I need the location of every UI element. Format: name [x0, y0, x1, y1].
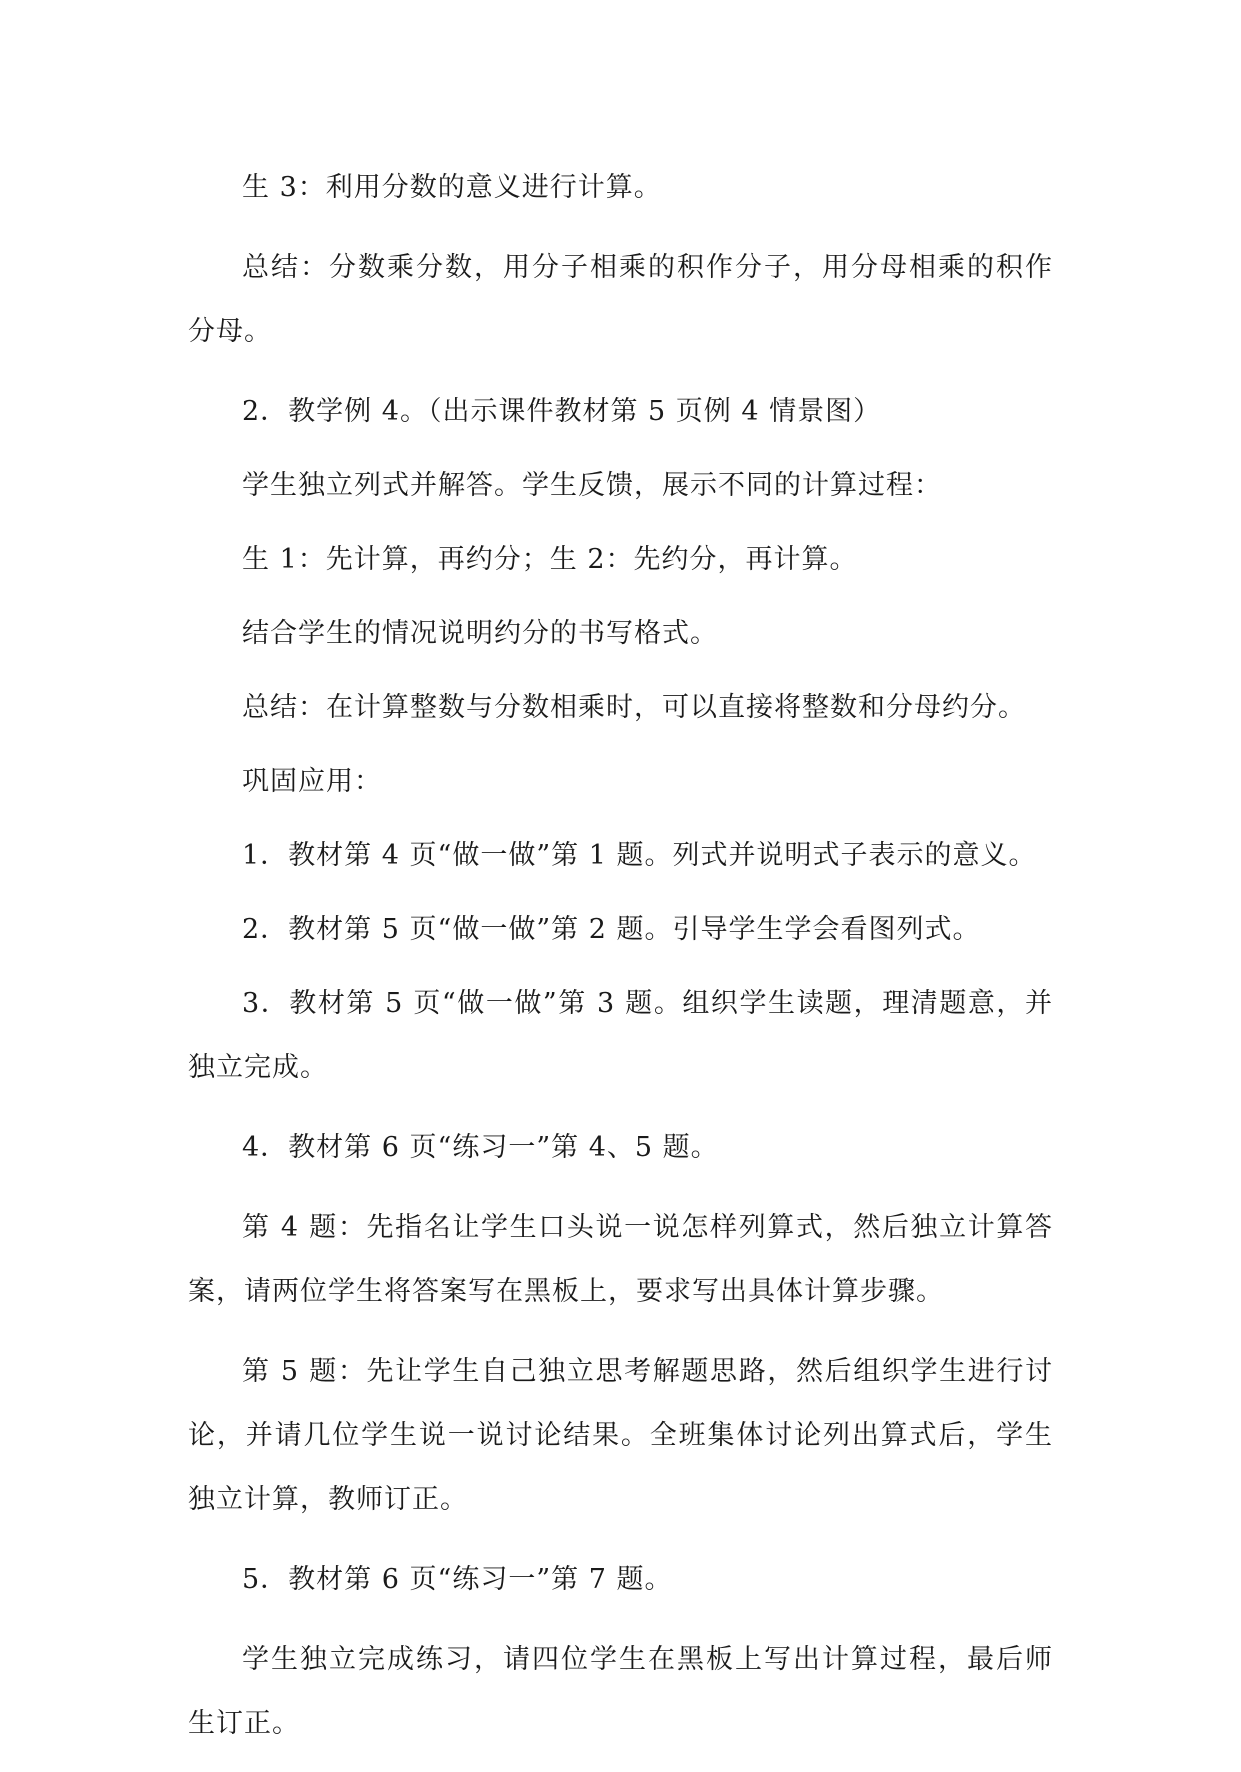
paragraph: 结合学生的情况说明约分的书写格式。 — [242, 618, 718, 649]
paragraph: 1．教材第 4 页“做一做”第 1 题。列式并说明式子表示的意义。 — [242, 840, 1037, 871]
document-body — [188, 156, 1053, 1772]
paragraph: 2．教材第 5 页“做一做”第 2 题。引导学生学会看图列式。 — [242, 914, 981, 945]
paragraph: 第 4 题：先指名让学生口头说一说怎样列算式，然后独立计算答案，请两位学生将答案写在黑板上，要求写出具体计算步骤。 — [188, 1212, 1053, 1307]
paragraph: 总结：分数乘分数，用分子相乘的积作分子，用分母相乘的积作分母。 — [188, 252, 1053, 347]
paragraph: 2．教学例 4。（出示课件教材第 5 页例 4 情景图） — [242, 396, 882, 427]
paragraph: 5．教材第 6 页“练习一”第 7 题。 — [242, 1564, 673, 1595]
paragraph: 3．教材第 5 页“做一做”第 3 题。组织学生读题，理清题意，并独立完成。 — [188, 988, 1053, 1083]
paragraph: 学生独立列式并解答。学生反馈，展示不同的计算过程： — [242, 470, 942, 501]
paragraph: 学生独立完成练习，请四位学生在黑板上写出计算过程，最后师生订正。 — [188, 1644, 1053, 1739]
paragraph: 4．教材第 6 页“练习一”第 4、5 题。 — [242, 1132, 719, 1163]
paragraph: 巩固应用： — [242, 766, 382, 797]
paragraph: 总结：在计算整数与分数相乘时，可以直接将整数和分母约分。 — [242, 692, 1026, 723]
paragraph: 第 5 题：先让学生自己独立思考解题思路，然后组织学生进行讨论，并请几位学生说一说讨论结果。全班集体讨论列出算式后，学生独立计算，教师订正。 — [188, 1356, 1053, 1515]
paragraph: 生 3：利用分数的意义进行计算。 — [242, 172, 662, 203]
paragraph: 生 1：先计算，再约分；生 2：先约分，再计算。 — [242, 544, 858, 575]
